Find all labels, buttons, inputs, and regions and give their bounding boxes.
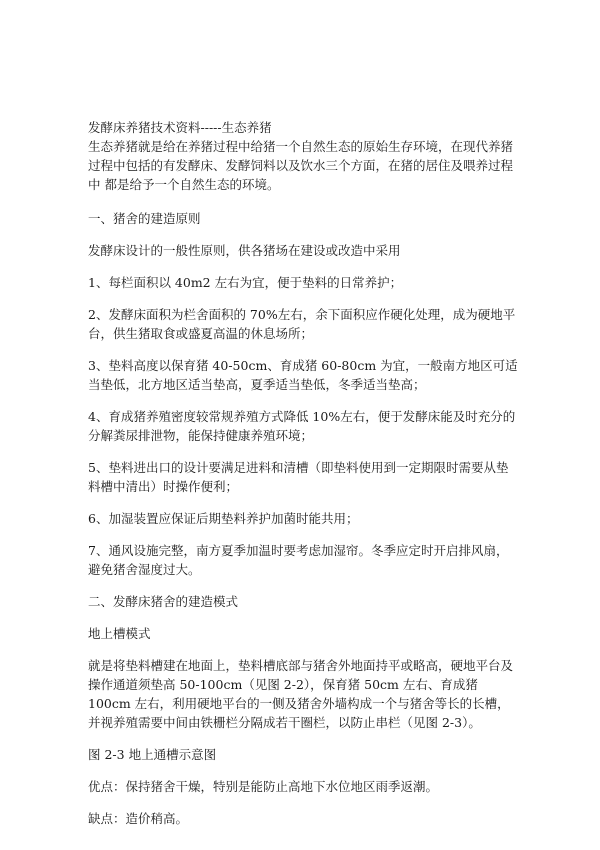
principle-item-1: 1、每栏面积以 40m2 左右为宜，便于垫料的日常养护； [88,275,403,290]
principle-item-5: 5、垫料进出口的设计要满足进料和清槽（即垫料使用到一定期限时需要从垫料槽中清出）时操作便利； [88,460,509,494]
principle-item-6: 6、加湿装置应保证后期垫料养护加菌时能共用； [88,511,359,526]
principle-item-3: 3、垫料高度以保育猪 40-50cm、育成猪 60-80cm 为宜，一般南方地区可适当垫低，北方地区适当垫高，夏季适当垫低，冬季适当垫高； [88,358,518,392]
principle-item-4: 4、育成猪养殖密度较常规养殖方式降低 10%左右，便于发酵床能及时充分的分解粪尿排泄物，能保持健康养殖环境； [88,409,516,443]
disadvantage-text: 缺点：造价稍高。 [88,811,189,826]
section-heading-1: 一、猪舍的建造原则 [88,211,201,226]
subsection-heading: 地上槽模式 [88,626,151,641]
advantage-text: 优点：保持猪舍干燥，特别是能防止高地下水位地区雨季返潮。 [88,779,439,794]
subsection-body: 就是将垫料槽建在地面上，垫料槽底部与猪舍外地面持平或略高，硬地平台及操作通道须垫高 50-100cm（见图 2-2），保育猪 50cm 左右、育成猪 100cm 左右，利用硬地平台的一侧及猪舍外墙构成一个与猪舍等长的长槽，并视养殖需要中间由铁栅栏分隔成若干圈栏，以防止串栏（见图 2-3）。 [88,658,514,730]
figure-caption: 图 2-3 地上通槽示意图 [88,747,217,762]
principle-item-2: 2、发酵床面积为栏舍面积的 70%左右，余下面积应作硬化处理，成为硬地平台，供生猪取食或盛夏高温的休息场所； [88,307,516,341]
document-title: 发酵床养猪技术资料-----生态养猪 [88,120,272,135]
principle-item-7: 7、通风设施完整，南方夏季加温时要考虑加湿帘。冬季应定时开启排风扇，避免猪舍湿度过大。 [88,543,509,577]
section-heading-2: 二、发酵床猪舍的建造模式 [88,594,239,609]
section-1-lead: 发酵床设计的一般性原则，供各猪场在建设或改造中采用 [88,243,401,258]
intro-paragraph: 生态养猪就是给在养猪过程中给猪一个自然生态的原始生存环境，在现代养猪过程中包括的有发酵床、发酵饲料以及饮水三个方面，在猪的居住及喂养过程中 都是给予一个自然生态的环境。 [88,139,514,192]
document-body [88,118,518,828]
